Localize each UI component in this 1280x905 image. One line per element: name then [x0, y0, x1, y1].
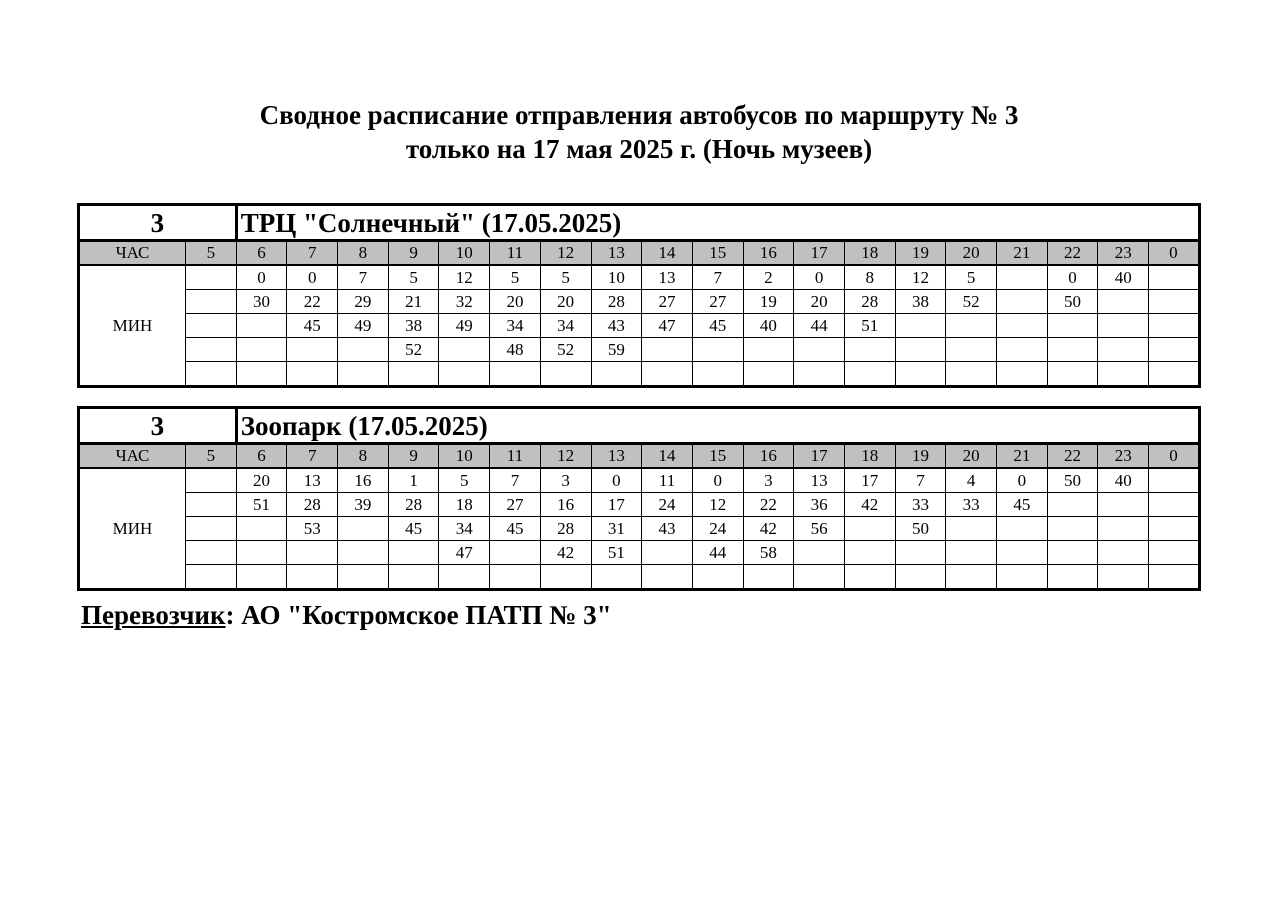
minute-cell: 20: [490, 290, 541, 314]
minute-cell: 49: [439, 314, 490, 338]
hour-cell: 17: [794, 241, 845, 266]
minute-cell: [1047, 338, 1098, 362]
hour-cell: 14: [642, 444, 693, 469]
minute-cell: [946, 565, 997, 590]
minute-cell: [1149, 265, 1200, 290]
minute-cell: [1098, 541, 1149, 565]
minute-cell: 5: [388, 265, 439, 290]
minute-cell: [946, 314, 997, 338]
minute-cell: [692, 362, 743, 387]
minute-cell: [338, 338, 389, 362]
hour-cell: 22: [1047, 444, 1098, 469]
minute-cell: [946, 541, 997, 565]
minute-cell: [186, 517, 237, 541]
minute-cell: [1149, 290, 1200, 314]
minute-cell: [642, 338, 693, 362]
minute-cell: [388, 541, 439, 565]
minute-cell: [692, 338, 743, 362]
minute-cell: 0: [692, 468, 743, 493]
minute-cell: [1149, 517, 1200, 541]
minute-cell: [794, 541, 845, 565]
minute-cell: 31: [591, 517, 642, 541]
minutes-row: [79, 565, 1200, 590]
minute-cell: 45: [997, 493, 1048, 517]
hour-cell: 23: [1098, 241, 1149, 266]
minute-cell: 28: [591, 290, 642, 314]
minute-cell: 28: [388, 493, 439, 517]
minutes-row: [79, 338, 1200, 362]
hour-cell: 15: [692, 444, 743, 469]
hour-cell: 13: [591, 241, 642, 266]
minute-cell: [236, 314, 287, 338]
minute-cell: 42: [540, 541, 591, 565]
minute-cell: [946, 362, 997, 387]
minute-cell: 40: [1098, 265, 1149, 290]
minute-cell: [287, 541, 338, 565]
minute-cell: 52: [540, 338, 591, 362]
minute-cell: [1149, 493, 1200, 517]
minute-cell: [439, 362, 490, 387]
hour-cell: 9: [388, 241, 439, 266]
minute-cell: 45: [388, 517, 439, 541]
minute-cell: 12: [895, 265, 946, 290]
hour-cell: 8: [338, 241, 389, 266]
title-line-1: Сводное расписание отправления автобусов по маршруту № 3: [259, 100, 1019, 130]
minute-cell: [1047, 493, 1098, 517]
minute-cell: 42: [844, 493, 895, 517]
hour-cell: 14: [642, 241, 693, 266]
minute-cell: 48: [490, 338, 541, 362]
minute-cell: 28: [287, 493, 338, 517]
minute-cell: 34: [540, 314, 591, 338]
minute-cell: 7: [895, 468, 946, 493]
minute-cell: [997, 362, 1048, 387]
minute-cell: [1047, 362, 1098, 387]
minute-cell: [186, 565, 237, 590]
minute-cell: [794, 565, 845, 590]
hour-cell: 15: [692, 241, 743, 266]
hour-cell: 19: [895, 241, 946, 266]
hour-cell: 8: [338, 444, 389, 469]
minute-cell: [236, 565, 287, 590]
minute-cell: [895, 362, 946, 387]
minute-cell: [338, 517, 389, 541]
minute-cell: [186, 265, 237, 290]
stop-name: ТРЦ "Солнечный" (17.05.2025): [236, 205, 1199, 241]
hour-cell: 12: [540, 444, 591, 469]
hour-cell: 10: [439, 444, 490, 469]
minute-cell: 36: [794, 493, 845, 517]
minute-cell: [1098, 517, 1149, 541]
minute-cell: 43: [591, 314, 642, 338]
minute-cell: 56: [794, 517, 845, 541]
hour-cell: 23: [1098, 444, 1149, 469]
minute-cell: 28: [844, 290, 895, 314]
minute-cell: [1047, 314, 1098, 338]
minute-cell: [743, 565, 794, 590]
minute-cell: [844, 362, 895, 387]
minute-cell: 28: [540, 517, 591, 541]
minute-cell: [186, 290, 237, 314]
minutes-row: [79, 468, 1200, 493]
hour-cell: 22: [1047, 241, 1098, 266]
minute-cell: [1149, 362, 1200, 387]
minute-cell: 33: [946, 493, 997, 517]
minute-cell: [1098, 338, 1149, 362]
minute-cell: 40: [1098, 468, 1149, 493]
minute-cell: [439, 338, 490, 362]
minute-cell: [1149, 338, 1200, 362]
minute-cell: [236, 362, 287, 387]
hour-cell: 6: [236, 241, 287, 266]
minute-cell: [186, 338, 237, 362]
page-title: [0, 98, 1278, 166]
minute-cell: 34: [490, 314, 541, 338]
minute-cell: [287, 338, 338, 362]
hour-cell: 20: [946, 241, 997, 266]
minute-cell: [490, 362, 541, 387]
minute-cell: 51: [844, 314, 895, 338]
minute-cell: [844, 541, 895, 565]
minute-cell: [997, 541, 1048, 565]
minute-cell: [895, 541, 946, 565]
minute-cell: [1047, 517, 1098, 541]
minute-cell: 0: [591, 468, 642, 493]
minute-cell: 50: [895, 517, 946, 541]
schedule-table-trc-solnechny: [77, 203, 1201, 388]
minute-cell: 22: [743, 493, 794, 517]
minute-cell: [997, 290, 1048, 314]
minute-cell: 5: [439, 468, 490, 493]
hour-cell: 9: [388, 444, 439, 469]
minute-cell: 13: [287, 468, 338, 493]
minutes-row: [79, 314, 1200, 338]
minute-cell: [997, 338, 1048, 362]
minute-cell: [338, 362, 389, 387]
minute-cell: 27: [642, 290, 693, 314]
minute-cell: [1047, 565, 1098, 590]
hour-cell: 5: [186, 444, 237, 469]
minute-cell: 38: [388, 314, 439, 338]
route-number: 3: [79, 408, 237, 444]
minute-cell: 7: [338, 265, 389, 290]
minute-cell: 51: [236, 493, 287, 517]
minute-cell: 33: [895, 493, 946, 517]
minute-cell: 8: [844, 265, 895, 290]
minute-cell: 11: [642, 468, 693, 493]
title-line-2: только на 17 мая 2025 г. (Ночь музеев): [405, 134, 873, 164]
minutes-row: [79, 517, 1200, 541]
minute-cell: 18: [439, 493, 490, 517]
minute-cell: 5: [540, 265, 591, 290]
schedule-table-zoopark: [77, 406, 1201, 591]
minute-cell: [186, 541, 237, 565]
hour-cell: 6: [236, 444, 287, 469]
minute-cell: 0: [1047, 265, 1098, 290]
minute-cell: 40: [743, 314, 794, 338]
hours-row: [79, 444, 1200, 469]
minute-cell: [1149, 468, 1200, 493]
minute-cell: 49: [338, 314, 389, 338]
minute-cell: 21: [388, 290, 439, 314]
minute-cell: [997, 517, 1048, 541]
minute-cell: 5: [490, 265, 541, 290]
minute-cell: 17: [591, 493, 642, 517]
minute-cell: 7: [692, 265, 743, 290]
minute-cell: [642, 541, 693, 565]
minute-cell: [895, 565, 946, 590]
minute-cell: [946, 338, 997, 362]
hour-cell: 7: [287, 444, 338, 469]
minute-cell: [1098, 362, 1149, 387]
minute-cell: 3: [540, 468, 591, 493]
hour-label: ЧАС: [79, 241, 186, 266]
minute-cell: 22: [287, 290, 338, 314]
minute-cell: [1149, 541, 1200, 565]
minute-cell: [338, 541, 389, 565]
hours-row: [79, 241, 1200, 266]
minute-cell: 34: [439, 517, 490, 541]
minute-cell: [1098, 290, 1149, 314]
hour-cell: 21: [997, 444, 1048, 469]
minute-cell: 12: [692, 493, 743, 517]
minute-cell: 0: [794, 265, 845, 290]
hour-cell: 13: [591, 444, 642, 469]
minute-cell: [1047, 541, 1098, 565]
hour-cell: 7: [287, 241, 338, 266]
minute-cell: 38: [895, 290, 946, 314]
minute-cell: 24: [692, 517, 743, 541]
minute-cell: [388, 565, 439, 590]
minute-cell: 20: [236, 468, 287, 493]
minute-cell: 39: [338, 493, 389, 517]
minute-cell: [236, 338, 287, 362]
hour-cell: 12: [540, 241, 591, 266]
hour-cell: 17: [794, 444, 845, 469]
minute-cell: 16: [338, 468, 389, 493]
minute-cell: 27: [490, 493, 541, 517]
hour-cell: 16: [743, 444, 794, 469]
minute-cell: [1149, 314, 1200, 338]
minutes-row: [79, 362, 1200, 387]
minute-cell: [794, 362, 845, 387]
minute-cell: [743, 362, 794, 387]
minute-cell: 20: [794, 290, 845, 314]
minute-cell: 27: [692, 290, 743, 314]
minute-cell: 50: [1047, 290, 1098, 314]
minute-cell: [186, 493, 237, 517]
hour-label: ЧАС: [79, 444, 186, 469]
minutes-row: [79, 541, 1200, 565]
minute-cell: 32: [439, 290, 490, 314]
route-number: 3: [79, 205, 237, 241]
minute-cell: [844, 565, 895, 590]
minute-cell: [1098, 565, 1149, 590]
hour-cell: 18: [844, 241, 895, 266]
minute-label: МИН: [79, 468, 186, 590]
minute-cell: [997, 265, 1048, 290]
hour-cell: 5: [186, 241, 237, 266]
minute-cell: 7: [490, 468, 541, 493]
minute-cell: 47: [642, 314, 693, 338]
minute-label: МИН: [79, 265, 186, 387]
minute-cell: 13: [794, 468, 845, 493]
minute-cell: [287, 565, 338, 590]
minute-cell: 10: [591, 265, 642, 290]
carrier-line: [81, 600, 612, 631]
minute-cell: 52: [388, 338, 439, 362]
route-header-row: [79, 408, 1200, 444]
hour-cell: 11: [490, 241, 541, 266]
minute-cell: 51: [591, 541, 642, 565]
minute-cell: 16: [540, 493, 591, 517]
minute-cell: [794, 338, 845, 362]
hour-cell: 11: [490, 444, 541, 469]
minute-cell: 3: [743, 468, 794, 493]
minute-cell: [186, 314, 237, 338]
minute-cell: [186, 362, 237, 387]
minute-cell: [591, 565, 642, 590]
minute-cell: [388, 362, 439, 387]
minute-cell: [997, 565, 1048, 590]
minute-cell: 0: [997, 468, 1048, 493]
minute-cell: [1098, 493, 1149, 517]
minute-cell: 4: [946, 468, 997, 493]
carrier-label: Перевозчик: [81, 600, 226, 630]
minute-cell: [1098, 314, 1149, 338]
minute-cell: [236, 517, 287, 541]
minute-cell: 58: [743, 541, 794, 565]
carrier-separator: :: [225, 600, 242, 630]
minute-cell: 53: [287, 517, 338, 541]
hour-cell: 18: [844, 444, 895, 469]
hour-cell: 0: [1149, 444, 1200, 469]
minute-cell: 0: [287, 265, 338, 290]
minute-cell: 24: [642, 493, 693, 517]
minute-cell: [844, 338, 895, 362]
minute-cell: [642, 362, 693, 387]
minute-cell: [236, 541, 287, 565]
minute-cell: 45: [490, 517, 541, 541]
minute-cell: 43: [642, 517, 693, 541]
minute-cell: 30: [236, 290, 287, 314]
minutes-row: [79, 290, 1200, 314]
minute-cell: 42: [743, 517, 794, 541]
minute-cell: 20: [540, 290, 591, 314]
minute-cell: [1149, 565, 1200, 590]
minute-cell: 44: [794, 314, 845, 338]
minute-cell: 17: [844, 468, 895, 493]
hour-cell: 21: [997, 241, 1048, 266]
minutes-row: [79, 493, 1200, 517]
minute-cell: 50: [1047, 468, 1098, 493]
minute-cell: [490, 541, 541, 565]
minute-cell: 1: [388, 468, 439, 493]
minute-cell: [186, 468, 237, 493]
minute-cell: [997, 314, 1048, 338]
minutes-row: [79, 265, 1200, 290]
minute-cell: 59: [591, 338, 642, 362]
stop-name: Зоопарк (17.05.2025): [236, 408, 1199, 444]
minute-cell: 45: [692, 314, 743, 338]
minute-cell: 2: [743, 265, 794, 290]
minute-cell: 29: [338, 290, 389, 314]
minute-cell: 5: [946, 265, 997, 290]
minute-cell: [844, 517, 895, 541]
hour-cell: 10: [439, 241, 490, 266]
minute-cell: 44: [692, 541, 743, 565]
minute-cell: [946, 517, 997, 541]
hour-cell: 19: [895, 444, 946, 469]
minute-cell: 52: [946, 290, 997, 314]
minute-cell: [540, 565, 591, 590]
route-header-row: [79, 205, 1200, 241]
hour-cell: 20: [946, 444, 997, 469]
minute-cell: 13: [642, 265, 693, 290]
minute-cell: [692, 565, 743, 590]
minute-cell: 45: [287, 314, 338, 338]
minute-cell: [490, 565, 541, 590]
minute-cell: [287, 362, 338, 387]
minute-cell: [338, 565, 389, 590]
minute-cell: [591, 362, 642, 387]
minute-cell: [895, 314, 946, 338]
hour-cell: 0: [1149, 241, 1200, 266]
minute-cell: 12: [439, 265, 490, 290]
minute-cell: 19: [743, 290, 794, 314]
minute-cell: 47: [439, 541, 490, 565]
minute-cell: [540, 362, 591, 387]
minute-cell: 0: [236, 265, 287, 290]
minute-cell: [642, 565, 693, 590]
carrier-name: АО "Костромское ПАТП № 3": [241, 600, 612, 630]
minute-cell: [439, 565, 490, 590]
hour-cell: 16: [743, 241, 794, 266]
minute-cell: [895, 338, 946, 362]
minute-cell: [743, 338, 794, 362]
